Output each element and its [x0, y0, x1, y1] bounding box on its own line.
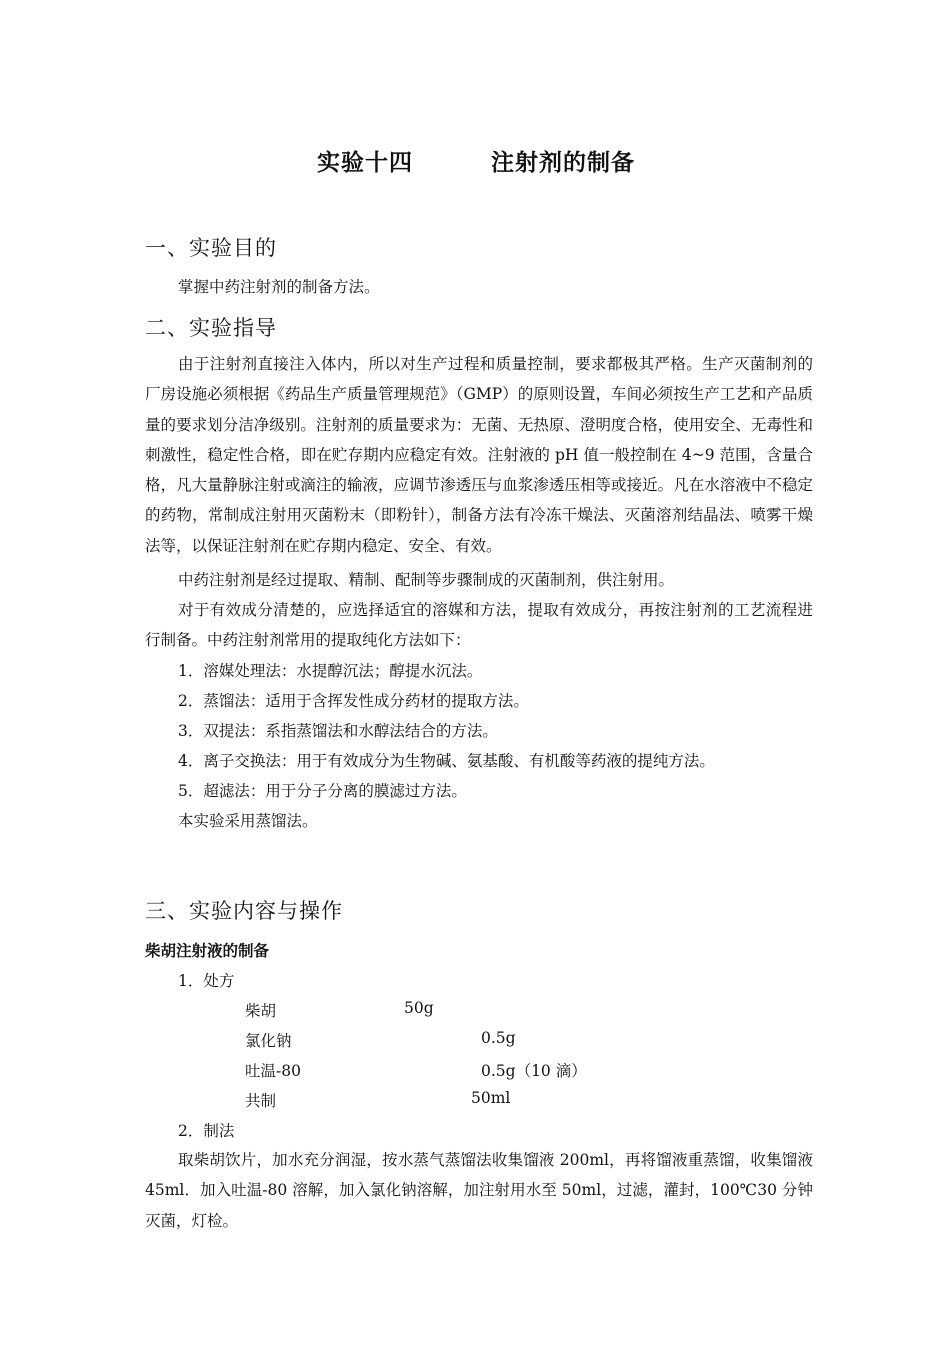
guidance-paragraph-1: 由于注射剂直接注入体内，所以对生产过程和质量控制，要求都极其严格。生产灭菌制剂的厂房设施必须根据《药品生产质量管理规范》（GMP）的原则设置，车间必须按生产工艺和产品质量的要求划分洁净级别。注射剂的质量要求为：无菌、无热原、澄明度合格，使用安全、无毒性和刺激性，稳定性合格，即在贮存期内应稳定有效。注射液的 pH 值一般控制在 4~9 范围，含量合格，凡大量静脉注射或滴注的输液，应调节渗透压与血浆渗透压相等或接近。凡在水溶液中不稳定的药物，常制成注射用灭菌粉末（即粉针），制备方法有冷冻干燥法、灭菌溶剂结晶法、喷雾干燥法等，以保证注射剂在贮存期内稳定、安全、有效。 — [145, 355, 813, 555]
preparation-paragraph: 取柴胡饮片，加水充分润湿，按水蒸气蒸馏法收集馏液 200ml，再将馏液重蒸馏，收集馏液 45ml．加入吐温-80 溶解，加入氯化钠溶解，加注射用水至 50ml，过滤，灌封，100℃30 分钟灭菌，灯检。 — [145, 1151, 813, 1230]
recipe-total-amount: 50ml — [471, 1089, 511, 1107]
section-heading-purpose: 一、实验目的 — [145, 236, 277, 260]
preparation-label: 2．制法 — [178, 1122, 235, 1140]
method-item-3: 3．双提法：系指蒸馏法和水醇法结合的方法。 — [178, 722, 498, 740]
method-item-2: 2．蒸馏法：适用于含挥发性成分药材的提取方法。 — [178, 692, 529, 710]
section-heading-guidance: 二、实验指导 — [145, 316, 277, 340]
prescription-label: 1．处方 — [178, 972, 235, 990]
recipe-ingredient-amount: 0.5g（10 滴） — [481, 1062, 587, 1080]
guidance-paragraph-3: 对于有效成分清楚的，应选择适宜的溶媒和方法，提取有效成分，再按注射剂的工艺流程进行制备。中药注射剂常用的提取纯化方法如下： — [145, 601, 813, 650]
recipe-total-label: 共制 — [245, 1092, 277, 1110]
method-item-5: 5．超滤法：用于分子分离的膜滤过方法。 — [178, 782, 467, 800]
guidance-paragraph-2: 中药注射剂是经过提取、精制、配制等步骤制成的灭菌制剂，供注射用。 — [178, 571, 675, 589]
page-title — [0, 144, 952, 177]
recipe-ingredient-name: 氯化钠 — [245, 1032, 292, 1050]
subheading-bupleurum-injection: 柴胡注射液的制备 — [145, 941, 270, 960]
recipe-ingredient-amount: 50g — [404, 999, 434, 1017]
recipe-ingredient-name: 吐温-80 — [245, 1062, 301, 1080]
recipe-ingredient-name: 柴胡 — [245, 1002, 277, 1020]
method-conclusion: 本实验采用蒸馏法。 — [178, 812, 318, 830]
title-experiment-name: 注射剂的制备 — [491, 149, 635, 176]
recipe-ingredient-amount: 0.5g — [481, 1029, 516, 1047]
purpose-text: 掌握中药注射剂的制备方法。 — [178, 278, 380, 296]
title-experiment-number: 实验十四 — [317, 149, 413, 176]
section-heading-procedure: 三、实验内容与操作 — [145, 899, 343, 923]
method-item-4: 4．离子交换法：用于有效成分为生物碱、氨基酸、有机酸等药液的提纯方法。 — [178, 752, 715, 770]
method-item-1: 1．溶媒处理法：水提醇沉法；醇提水沉法。 — [178, 662, 483, 680]
